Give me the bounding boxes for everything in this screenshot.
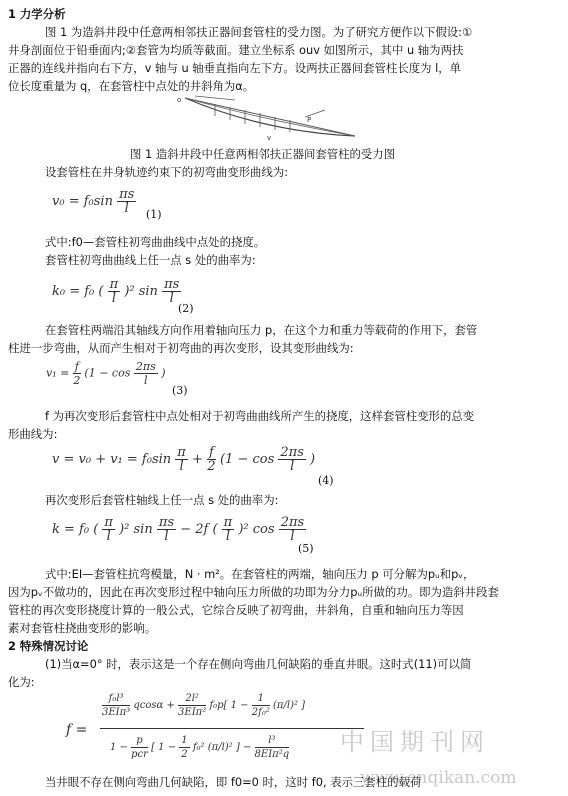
equation-number-3: (3) (172, 384, 188, 397)
equation-2: k₀ = f₀ ( $\frac{\pi}{l}$ )² sin $\frac{\pi s}{l}$ (52, 277, 180, 306)
watermark-chinese: 中国期刊网 (340, 728, 490, 756)
paragraph-line: (1)当α=0° 时，表示这是一个存在侧向弯曲几何缺陷的垂直井眼。这时式(11)可以简 (45, 657, 472, 671)
paragraph-line: 图 1 为造斜井段中任意两相邻扶正器间套管柱的受力图。为了研究方便作以下假设:① (45, 25, 473, 39)
paragraph-line: 因为pᵥ不做功的，因此在再次变形过程中轴向压力所做的功即为分力pᵤ所做的功。即为造斜井段套 (8, 585, 499, 599)
paragraph-line: 套管柱初弯曲曲线上任一点 s 处的曲率为: (45, 253, 256, 267)
paragraph-line: 式中:f0—套管柱初弯曲曲线中点处的挠度。 (45, 235, 266, 249)
figure-label-p: P (307, 116, 312, 124)
equation-5: k = f₀ ( $\frac{\pi}{l}$ )² sin $\frac{\pi s}{l}$ − 2f ( $\frac{\pi}{l}$ )² cos $\frac{2\pi s}{l}$ (52, 515, 305, 544)
paragraph-line: 位长度重量为 q，在套管柱中点处的井斜角为α。 (8, 79, 255, 93)
figure-label-o: o (177, 96, 182, 104)
paragraph-line: 再次变形后套管柱轴线上任一点 s 处的曲率为: (45, 493, 279, 507)
paragraph-line: 设套管柱在井身轨迹约束下的初弯曲变形曲线为: (45, 165, 289, 179)
section-2-heading: 2 特殊情况讨论 (8, 639, 89, 653)
equation-3: v₁ = $\frac{f}{2}$ (1 − cos $\frac{2\pi s}{l}$ ) (46, 360, 166, 387)
equation-number-2: (2) (178, 302, 194, 315)
paragraph-line: 井身剖面位于铅垂面内;②套管为均质等截面。建立坐标系 ouv 如图所示，其中 u 轴为两扶 (8, 43, 464, 57)
equation-6-numerator: f₀l³ 3EIπ³ qcosα + 2l² 3EIπ² f₀p[ 1 − $\frac{1}{\text{2f₀²}}$ (π/l)² ] (102, 693, 306, 718)
paragraph-line: 化为: (8, 675, 35, 689)
equation-6-lhs: f = (66, 722, 88, 738)
equation-number-1: (1) (146, 208, 162, 221)
paragraph-line: 正器的连线并指向右下方，v 轴与 u 轴垂直指向左下方。设两扶正器间套管柱长度为 l，单 (8, 61, 462, 75)
paragraph-line: 管柱的再次变形挠度计算的一般公式，它综合反映了初弯曲，井斜角，自重和轴向压力等因 (8, 603, 464, 617)
watermark-url: www.cnqikan.com (360, 768, 517, 788)
equation-6 (66, 690, 366, 772)
paragraph-line: 式中:EI—套管柱抗弯模量，N · m²。在套管柱的两端，轴向压力 p 可分解为pᵤ和pᵥ， (45, 567, 475, 581)
paragraph-line: 柱进一步弯曲，从而产生相对于初弯曲的再次变形，设其变形曲线为: (8, 341, 354, 355)
paragraph-line: 当井眼不存在侧向弯曲几何缺陷，即 f0=0 时，这时 f0, 表示三套柱的载荷 (45, 775, 422, 789)
figure-label-v: v (267, 134, 272, 142)
equation-6-fraction-bar (100, 728, 364, 729)
equation-number-4: (4) (318, 474, 334, 487)
paragraph-line: 在套管柱两端沿其轴线方向作用着轴向压力 p，在这个力和重力等载荷的作用下，套管 (45, 323, 478, 337)
figure-caption: 图 1 造斜井段中任意两相邻扶正器间套管柱的受力图 (130, 147, 396, 161)
paragraph-line: f 为再次变形后套管柱中点处相对于初弯曲曲线所产生的挠度，这样套管柱变形的总变 (45, 409, 475, 423)
equation-6-denominator: 1 − p pcr [ 1 − $\frac{1}{2}$ f₀² (π/l)² ] − l³ 8EIπ²q (110, 735, 290, 760)
paragraph-line: 素对套管柱挠曲变形的影响。 (8, 621, 157, 635)
figure-1-force-diagram (175, 92, 365, 142)
equation-4: v = v₀ + v₁ = f₀sin $\frac{\pi}{l}$ + $\frac{f}{2}$ (1 − cos $\frac{2\pi s}{l}$ ) (52, 445, 316, 474)
equation-number-5: (5) (298, 542, 314, 555)
section-1-heading: 1 力学分析 (8, 7, 66, 21)
paragraph-line: 形曲线为: (8, 427, 58, 441)
equation-1: v₀ = f₀sin $\frac{\pi s}{l}$ (52, 187, 135, 216)
